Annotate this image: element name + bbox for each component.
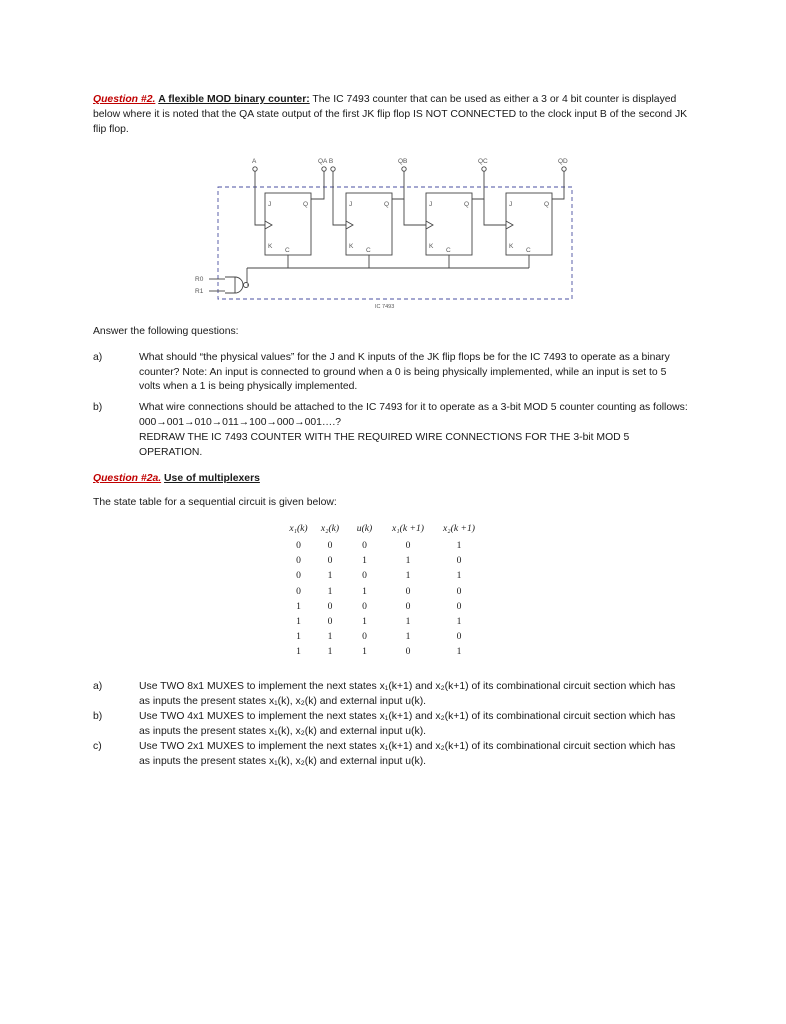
reset-r1-label: R1 — [195, 288, 204, 295]
table-row — [284, 584, 484, 599]
cell: 0 — [456, 555, 462, 567]
question-2-list — [93, 680, 693, 780]
cell: 1 — [456, 646, 462, 658]
ff4-j-label: J — [509, 201, 513, 208]
item-text: What wire connections should be attached to the IC 7493 for it to operate as a 3-bit MOD 5 counter counting as follows: 000→001→010→011→100→000→001….? — [139, 402, 688, 428]
cell: 1 — [362, 646, 367, 658]
item-text: Use TWO 4x1 MUXES to implement the next states x₁(k+1) and x₂(k+1) of its combinational circuit section which has as inputs the present states x₁(k), x₂(k) and external input u(k). — [139, 711, 676, 737]
col-header: u(k) — [356, 523, 373, 534]
question-1-text: The IC 7493 counter that can be used as either a 3 or 4 bit counter is displayed below where it is noted that the QA state output of the first JK flip flop IS NOT CONNECTED to the clock input B of the second JK flip flop. — [93, 94, 688, 135]
question-2-title — [93, 473, 260, 484]
cell: 0 — [362, 540, 367, 552]
cell: 0 — [456, 600, 462, 612]
cell: 1 — [405, 555, 411, 567]
cell: 1 — [296, 616, 301, 628]
cell: 1 — [405, 631, 411, 643]
state-table — [284, 519, 484, 660]
item-extra-text: REDRAW THE IC 7493 COUNTER WITH THE REQUIRED WIRE CONNECTIONS FOR THE 3-bit MOD 5 OPERATION. — [139, 432, 630, 458]
list-item — [93, 680, 693, 710]
pin-qd-label: QD — [558, 158, 568, 165]
ff3-k-label: K — [429, 243, 434, 250]
answer-prompt: Answer the following questions: — [93, 326, 239, 337]
cell: 1 — [405, 616, 411, 628]
ff2-j-label: J — [349, 201, 353, 208]
reset-r0-label: R0 — [195, 276, 204, 283]
table-row — [284, 614, 484, 629]
pin-qc-label: QC — [478, 158, 488, 165]
cell: 1 — [456, 616, 462, 628]
list-item — [93, 401, 693, 458]
question-1-list — [93, 351, 693, 458]
question-1-label: Question #2. — [93, 94, 156, 105]
ff3-q-label: Q — [464, 201, 470, 208]
cell: 0 — [296, 555, 301, 567]
table-row — [284, 644, 484, 659]
cell: 0 — [296, 570, 301, 582]
question-1-intro — [93, 92, 699, 137]
cell: 0 — [296, 585, 301, 597]
question-2-label: Question #2a. — [93, 473, 162, 484]
cell: 0 — [405, 540, 411, 552]
table-row — [284, 568, 484, 583]
cell: 1 — [456, 540, 462, 552]
list-item — [93, 351, 693, 395]
ff1-q-label: Q — [303, 201, 309, 208]
table-header-row — [284, 519, 484, 538]
cell: 1 — [405, 570, 411, 582]
cell: 1 — [296, 646, 301, 658]
cell: 1 — [456, 570, 462, 582]
table-row — [284, 538, 484, 553]
ff1-c-label: C — [285, 247, 290, 254]
ff4-c-label: C — [526, 247, 531, 254]
item-marker: b) — [93, 402, 103, 413]
ff2-q-label: Q — [384, 201, 390, 208]
table-row — [284, 629, 484, 644]
item-marker: b) — [93, 711, 103, 722]
item-text: What should “the physical values” for the J and K inputs of the JK flip flops be for the IC 7493 to operate as a binary counter? Note: An input is connected to ground when a 0 is being physically implemented, while an input is set to 5 volts when a 1 is being physically implemented. — [139, 352, 670, 393]
cell: 1 — [327, 631, 333, 643]
col-header: x₁(k) — [289, 523, 308, 534]
pin-qa-b-label: QA B — [318, 158, 334, 165]
ff1-j-label: J — [268, 201, 272, 208]
cell: 1 — [327, 570, 333, 582]
cell: 0 — [456, 585, 462, 597]
ff1-k-label: K — [268, 243, 273, 250]
ff2-k-label: K — [349, 243, 354, 250]
ic7493-circuit-diagram — [195, 155, 585, 315]
ff3-j-label: J — [429, 201, 433, 208]
cell: 0 — [362, 600, 367, 612]
item-marker: a) — [93, 681, 103, 692]
cell: 0 — [296, 540, 301, 552]
cell: 0 — [362, 631, 367, 643]
cell: 0 — [405, 585, 411, 597]
pin-a-label: A — [252, 158, 257, 165]
cell: 0 — [405, 600, 411, 612]
cell: 1 — [362, 555, 367, 567]
cell: 1 — [327, 585, 333, 597]
item-text: Use TWO 2x1 MUXES to implement the next states x₁(k+1) and x₂(k+1) of its combinational circuit section which has as inputs the present states x₁(k), x₂(k) and external input u(k). — [139, 741, 676, 767]
pin-qb-label: QB — [398, 158, 408, 165]
question-2-intro: The state table for a sequential circuit is given below: — [93, 497, 337, 508]
item-marker: c) — [93, 741, 102, 752]
cell: 0 — [327, 600, 333, 612]
table-row — [284, 599, 484, 614]
cell: 0 — [327, 616, 333, 628]
cell: 0 — [362, 570, 367, 582]
cell: 0 — [405, 646, 411, 658]
cell: 1 — [362, 585, 367, 597]
cell: 0 — [327, 540, 333, 552]
col-header: x₂(k +1) — [443, 523, 475, 534]
table-row — [284, 553, 484, 568]
ff4-q-label: Q — [544, 201, 550, 208]
list-item — [93, 710, 693, 740]
question-2-heading: Use of multiplexers — [164, 473, 260, 484]
question-1-heading: A flexible MOD binary counter: — [158, 94, 310, 105]
ff2-c-label: C — [366, 247, 371, 254]
cell: 1 — [296, 631, 301, 643]
cell: 0 — [327, 555, 333, 567]
cell: 1 — [327, 646, 333, 658]
ic-label: IC 7493 — [375, 304, 395, 310]
col-header: x₂(k) — [320, 523, 340, 534]
item-marker: a) — [93, 352, 103, 363]
ff3-c-label: C — [446, 247, 451, 254]
item-text: Use TWO 8x1 MUXES to implement the next states x₁(k+1) and x₂(k+1) of its combinational circuit section which has as inputs the present states x₁(k), x₂(k) and external input u(k). — [139, 681, 676, 707]
cell: 1 — [296, 600, 301, 612]
cell: 1 — [362, 616, 367, 628]
col-header: x₁(k +1) — [392, 523, 424, 534]
cell: 0 — [456, 631, 462, 643]
list-item — [93, 740, 693, 770]
ff4-k-label: K — [509, 243, 514, 250]
